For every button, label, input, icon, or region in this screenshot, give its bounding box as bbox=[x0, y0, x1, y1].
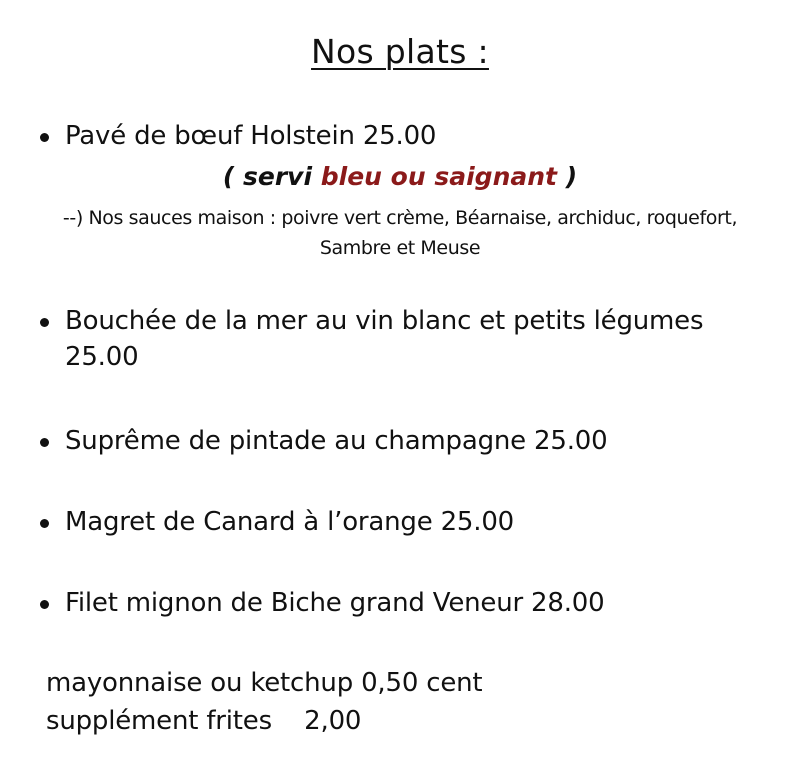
page-title: Nos plats : bbox=[311, 32, 489, 71]
dish-label: Magret de Canard à l’orange 25.00 bbox=[65, 507, 514, 537]
bullet-icon bbox=[40, 318, 49, 327]
dish-item bbox=[40, 587, 755, 619]
served-open: ( servi bbox=[222, 162, 321, 191]
dish-item bbox=[40, 506, 755, 538]
extra-condiments: mayonnaise ou ketchup 0,50 cent bbox=[46, 668, 483, 698]
dish-label bbox=[65, 305, 755, 373]
served-note bbox=[0, 162, 800, 191]
bullet-icon bbox=[40, 438, 49, 447]
dish-item bbox=[40, 425, 755, 457]
dish-label: Filet mignon de Biche grand Veneur 28.00 bbox=[65, 588, 605, 618]
bullet-icon bbox=[40, 519, 49, 528]
sauces-line-2: Sambre et Meuse bbox=[319, 237, 481, 259]
dish-label: Suprême de pintade au champagne 25.00 bbox=[65, 426, 608, 456]
bullet-icon bbox=[40, 133, 49, 142]
dish-item bbox=[40, 120, 755, 152]
sauces-line-1: --) Nos sauces maison : poivre vert crème, Béarnaise, archiduc, roquefort, bbox=[62, 207, 738, 229]
dish-label-line-2: 25.00 bbox=[65, 342, 139, 372]
dish-label-line-1: Bouchée de la mer au vin blanc et petits légumes bbox=[65, 306, 704, 336]
extra-fries: supplément frites 2,00 bbox=[46, 706, 362, 736]
served-close: ) bbox=[556, 162, 578, 191]
sauces-note bbox=[0, 203, 800, 263]
served-highlight: bleu ou saignant bbox=[320, 162, 557, 191]
dish-item bbox=[40, 305, 755, 373]
dish-label: Pavé de bœuf Holstein 25.00 bbox=[65, 121, 437, 151]
bullet-icon bbox=[40, 600, 49, 609]
